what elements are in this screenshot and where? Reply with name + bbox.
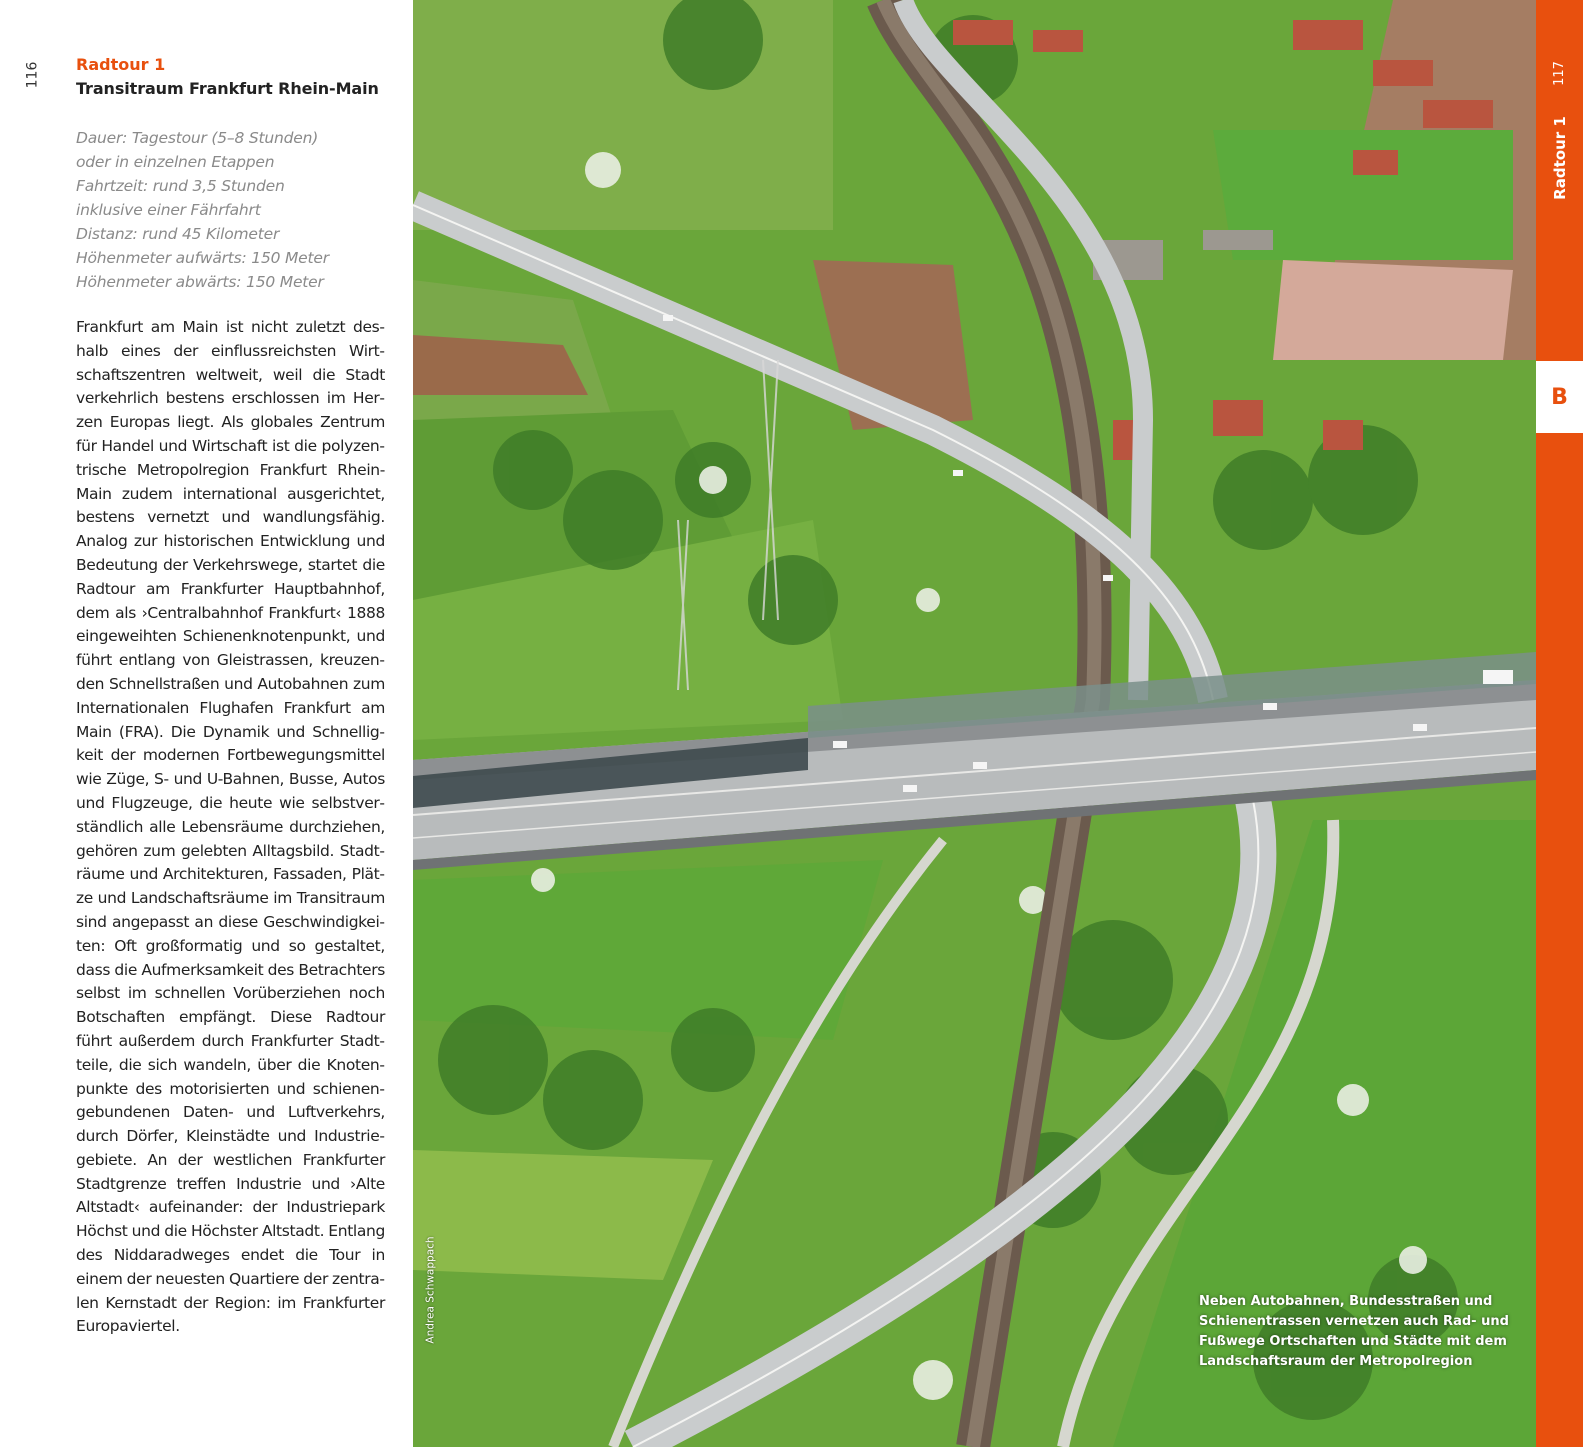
tour-label: Radtour 1: [76, 55, 166, 74]
page-number-right: 117: [1551, 60, 1567, 86]
caption-line: Fußwege Ortschaften und Städte mit dem: [1199, 1334, 1507, 1349]
aerial-photo-illustration: [413, 0, 1536, 1447]
body-text: Frankfurt am Main ist nicht zuletzt deshalb eines der einflussreichsten Wirtschaftszentren weltweit, weil die Stadt verkehrlich bestens erschlossen im Herzen Europas liegt. Als globales Zentrum für Handel und Wirtschaft ist die polyzentrische Metropolregion Frankfurt Rhein-Main zudem international ausgerichtet, bestens vernetzt und wandlungsfähig. Analog zur historischen Entwicklung und Bedeutung der Verkehrswege, startet die Radtour am Frankfurter Hauptbahnhof, dem als ›Centralbahnhof Frankfurt‹ 1888 eingeweihten Schienenknotenpunkt, und führt entlang von Gleistrassen, kreuzenden Schnellstraßen und Autobahnen zum Internationalen Flughafen Frankfurt am Main (FRA). Die Dynamik und Schnelligkeit der modernen Fortbewegungsmittel wie Züge, S- und U-Bahnen, Busse, Autos und Flugzeuge, die heute wie selbstverständlich alle Lebensräume durchziehen, gehören zum gelebten Alltagsbild. Stadträume und Architekturen, Fassaden, Plätze und Landschaftsräume im Transitraum sind angepasst an diese Geschwindigkeiten: Oft großformatig und so gestaltet, dass die Aufmerksamkeit des Betrachters selbst im schnellen Vorüberziehen noch Botschaften empfängt. Diese Radtour führt außerdem durch Frankfurter Stadtteile, die sich wandeln, über die Knotenpunkte des motorisierten und schienengebundenen Daten- und Luftverkehrs, durch Dörfer, Kleinstädte und Industriegebiete. An der westlichen Frankfurter Stadtgrenze treffen Industrie und ›Alte Altstadt‹ aufeinander: der Industriepark Höchst und die Höchster Altstadt. Entlang des Niddaradweges endet die Tour in einem der neuesten Quartiere der zentralen Kernstadt der Region: im Frankfurter Europaviertel.: [76, 318, 385, 1336]
photo-caption: [1199, 1292, 1509, 1372]
side-label: Radtour 1: [1550, 116, 1569, 200]
photo-credit: Andrea Schwappach: [425, 1236, 438, 1344]
fact-line: Höhenmeter aufwärts: 150 Meter: [76, 249, 329, 267]
left-page: [0, 0, 413, 1447]
caption-line: Landschaftsraum der Metropolregion: [1199, 1354, 1473, 1369]
caption-line: Schienentrassen vernetzen auch Rad- und: [1199, 1314, 1509, 1329]
tour-facts: [76, 126, 396, 294]
caption-line: Neben Autobahnen, Bundesstraßen und: [1199, 1294, 1493, 1309]
chapter-tab-strip: [1536, 0, 1583, 1447]
fact-line: Höhenmeter abwärts: 150 Meter: [76, 273, 324, 291]
fact-line: oder in einzelnen Etappen: [76, 153, 275, 171]
aerial-photo: [413, 0, 1536, 1447]
section-letter: B: [1551, 384, 1568, 410]
section-tab: [1536, 361, 1583, 433]
fact-line: Fahrtzeit: rund 3,5 Stunden: [76, 177, 285, 195]
tour-title: Transitraum Frankfurt Rhein-Main: [76, 79, 379, 98]
fact-line: Distanz: rund 45 Kilometer: [76, 225, 280, 243]
page-number-left: 116: [24, 61, 41, 89]
fact-line: Dauer: Tagestour (5–8 Stunden): [76, 129, 319, 147]
fact-line: inklusive einer Fährfahrt: [76, 201, 261, 219]
